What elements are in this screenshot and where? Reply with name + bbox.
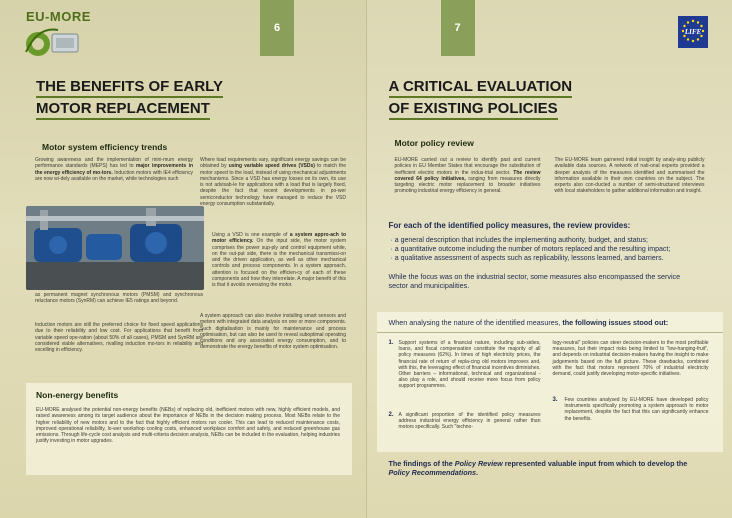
non-energy-benefits-text: EU-MORE analysed the potential non-energy benefits (NEBs) of replacing old, inefficient motors with new, highly efficient models, and raised awareness among its target audience about the importance of NEBs in the decision making process. Most NEBs relate to the higher reliability of new motors and to the fact that highly efficient motors run cooler. This can lead to reduced maintenance costs, improved operational reliability, lo-wer workshop cooling costs, enhanced workplace comfort and safety, and reduced greenhouse gas emissions. Through life-cycle cost analysis and multi-criteria decision analysis, NEBs can be included in the evaluation, helping industries justify investing in motor upgrades. xyxy=(36,407,340,445)
issue-2-text: A significant proportion of the identified policy measures address industrial energy efficiency in general rather than motors specifically. Such "techno- xyxy=(398,412,541,431)
electric-motors-photo xyxy=(26,206,204,290)
issue-3-text: Few countries analysed by EU-MORE have developed policy instruments specifically promoting a system approach to motor replacement, despite the fact that this can significantly enhance the benefits. xyxy=(564,397,709,422)
eu-life-logo xyxy=(678,16,708,48)
system-approach-paragraph: Using a VSD is one example of a system appro-ach to motor efficiency. On the input side, the motor system comprises the power sup-ply and control equipment while, on the out-put side, there is the mechanical transmissi-on and the driven application, as well as other mechanical controls and process components. In a system approach, attention is focused on the efficien-cy of each of these components and how they interrelate. A major benefit of this is that it avoids oversizing the motor. xyxy=(212,232,346,289)
issues-intro: When analysing the nature of the identified measures, the following issues stood out: xyxy=(388,318,669,327)
right-page-title xyxy=(389,78,573,122)
issue-2-continued: logy-neutral" policies can steer decision-makers to the most profitable measures, but their impact risks being limited to "low-hanging-fruit", and depends on industrial decision-makers having the insight to make judgements based on the full picture. These drawbacks, combined with the fact that motors represent 70% of industrial electricity demand, could justify developing motor-specific initiatives. xyxy=(552,340,709,378)
section-heading-policy-review: Motor policy review xyxy=(394,138,474,148)
motor-efficiency-para2: as permanent magnet synchronous motors (PMSM) and synchronous reluctance motors (SynRM) can achieve IE5 ratings and beyond. xyxy=(35,292,203,305)
issues-divider xyxy=(377,332,723,333)
left-page-title xyxy=(36,78,223,122)
eu-more-logo-icon xyxy=(22,22,88,60)
right-title-line2: OF EXISTING POLICIES xyxy=(389,100,558,120)
digitalisation-paragraph: A system approach can also involve installing smart sensors and meters with integrated data analysis on one or more components. Such digitalisation is mainly for maintenance and process optimisation, but can also be used to reveal suboptimal operating conditions and any associated energy consumption, and to demonstrate the energy benefits of motor system optimisation. xyxy=(200,313,346,351)
issue-number-2: 2. xyxy=(388,412,394,418)
bullet-item: · a quantitative outcome including the number of motors replaced and the resulting impact; xyxy=(390,246,671,253)
page-number-6: 6 xyxy=(260,0,294,56)
focus-text: While the focus was on the industrial sector, some measures also encompassed the service sector and municipalities. xyxy=(388,272,681,290)
issue-number-3: 3. xyxy=(552,397,558,403)
motor-efficiency-para1: Growing awareness and the implementation of mini-mum energy performance standards (MEPS) has led to major improvements in the energy efficiency of mo-tors. Induction motors with IE4 efficiency are now wi-dely available on the market, while technologies such xyxy=(35,157,194,182)
measures-bullets xyxy=(391,236,711,263)
section-heading-motor-efficiency: Motor system efficiency trends xyxy=(42,142,168,152)
vsd-paragraph: Where load requirements vary, significant energy savings can be obtained by using variable speed drives (VSDs) to match the motor speed to the load, instead of using mechanical adjustments mechanisms. Since a VSD has energy losses on its own, its use is not advisab-le for applications with a load that is largely fixed, despite the fact that recent developments in po-wer semiconductor technology have managed to reduce the VSD energy consumption substantially. xyxy=(200,157,346,208)
policy-review-col2: The EU-MORE team garnered initial insight by analy-sing publicly available data sources. A network of nati-onal experts provided a deeper analysis of the measures identified and summarised the information available in their own countries on the subject. The experts also con-ducted a number of semi-structured interviews with local stakeholders to gather additional information and insight. xyxy=(554,157,705,195)
policy-review-col1: EU-MORE carried out a review to identify past and current policies in EU Member States that encourage the substitution of inefficient electric motors in the indus-trial sector. The review covered 64 policy initiatives, ranging from measures directly targeting electric motor replacement to broader initiatives promoting industrial energy efficiency in general. xyxy=(394,157,541,195)
motor-efficiency-para3: Induction motors are still the preferred choice for fixed speed applications due to their reliability and low cost. For applications that benefit from variable speed ope-ration (about 50% of all cases), PMSM and SynRM are considered viable alternatives, rivalling induction mo-tors in reliability and excelling in efficiency. xyxy=(35,322,203,354)
measures-intro: For each of the identified policy measures, the review provides: xyxy=(388,221,631,230)
bullet-item: · a qualitative assessment of aspects such as replicability, lessons learned, and barriers. xyxy=(390,255,664,262)
life-label: LIFE xyxy=(684,28,702,36)
page-number-7: 7 xyxy=(441,0,475,56)
eu-stars-icon xyxy=(678,16,708,48)
right-page xyxy=(366,0,732,518)
right-title-line1: A CRITICAL EVALUATION xyxy=(389,78,573,98)
section-heading-non-energy: Non-energy benefits xyxy=(36,390,119,400)
findings-text: The findings of the Policy Review represented valuable input from which to develop the Policy Recommendations. xyxy=(388,459,688,477)
issue-1-text: Support systems of a financial nature, including sub-sidies, loans, and fiscal compensation constitute the majority of all policy measures (62%). In times of high electricity prices, the financial rate of return of repla-cing old motors improves and, with this, the leveraging effect of financial incentives diminishes. Other barriers – informational, technical and organizational - also play a role, and should receive more focus from policy support programmes. xyxy=(398,340,541,390)
issue-number-1: 1. xyxy=(388,340,394,346)
eu-more-logo-text: EU-MORE xyxy=(26,9,91,24)
left-title-line1: THE BENEFITS OF EARLY xyxy=(36,78,223,98)
bullet-item: · a general description that includes the implementing authority, budget, and status; xyxy=(390,237,648,244)
left-title-line2: MOTOR REPLACEMENT xyxy=(36,100,210,120)
